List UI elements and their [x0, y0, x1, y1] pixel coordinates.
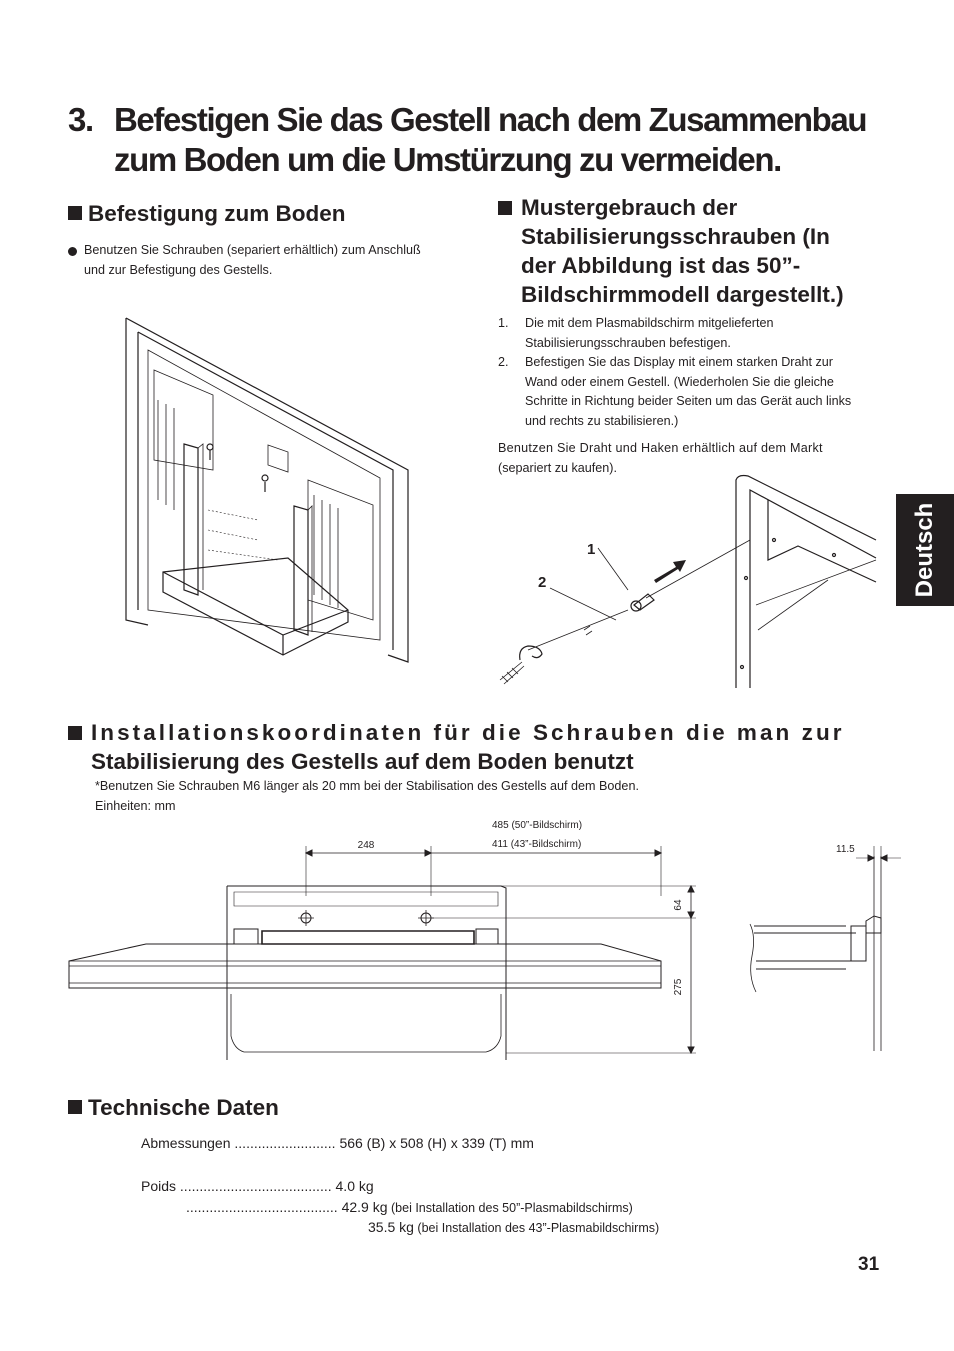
dim-64: 64 [673, 899, 684, 911]
callout-2: 2 [538, 574, 547, 591]
title-line-1: Befestigen Sie das Gestell nach dem Zusammenbau [114, 101, 867, 138]
bullet-icon [68, 247, 77, 256]
wire-hook-illustration [498, 470, 878, 690]
coordinates-drawing [66, 816, 906, 1060]
floor-fixing-heading: Befestigung zum Boden [68, 199, 346, 228]
square-bullet-icon [68, 726, 82, 740]
square-bullet-icon [68, 1100, 82, 1114]
dim-275: 275 [673, 978, 684, 996]
title-number: 3. [68, 101, 93, 138]
spec-row-weight: Poids ....................................... 4.0 kg [141, 1178, 374, 1194]
wire-note: Benutzen Sie Draht und Haken erhältlich auf dem Markt (separiert zu kaufen). [498, 441, 823, 475]
language-tab: Deutsch [896, 494, 954, 606]
callout-1: 1 [587, 541, 596, 558]
specs-heading: Technische Daten [68, 1093, 279, 1122]
page-number: 31 [858, 1254, 880, 1275]
square-bullet-icon [498, 201, 512, 215]
spec-row-weight-43: 35.5 kg (bei Installation des 43”-Plasmabildschirms) [368, 1219, 660, 1235]
floor-fixing-text: Benutzen Sie Schrauben (separiert erhältlich) zum Anschluß und zur Befestigung des Gestells. [84, 243, 421, 277]
square-bullet-icon [68, 206, 82, 220]
dim-11-5: 11.5 [836, 844, 855, 855]
spec-row-dimensions: Abmessungen .......................... 566 (B) x 508 (H) x 339 (T) mm [141, 1135, 534, 1151]
title-line-2: zum Boden um die Umstürzung zu vermeiden. [114, 141, 781, 178]
dim-248: 248 [357, 840, 375, 851]
spec-row-weight-50: ....................................... 42.9 kg (bei Installation des 50”-Plasmabildschirms) [186, 1199, 633, 1215]
dim-485: 485 (50”-Bildschirm) [492, 820, 583, 831]
example-steps: 1. Die mit dem Plasmabildschirm mitgelieferten Stabilisierungsschrauben befestigen. 2. Befestigen Sie das Display mit einem starken Draht zur Wand oder einem Gestell. (Wiederholen Sie die gleiche Schritte in Richtung beider Seiten um das Gerät auch links und rechts zu stabilisieren.) [498, 316, 852, 428]
dim-411: 411 (43”-Bildschirm) [492, 839, 582, 850]
stand-illustration [118, 310, 418, 670]
screw-note: *Benutzen Sie Schrauben M6 länger als 20 mm bei der Stabilisation des Gestells auf dem Boden. [95, 779, 639, 793]
units-label: Einheiten: mm [95, 799, 176, 813]
